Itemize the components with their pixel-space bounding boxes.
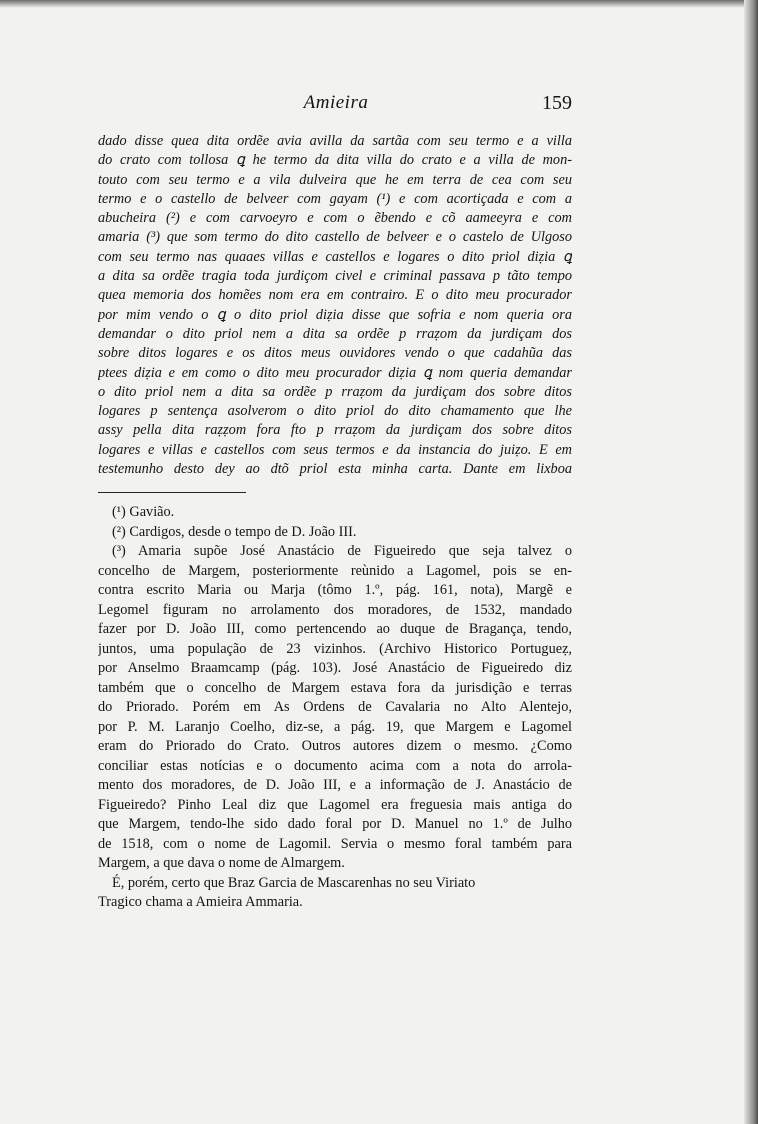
- charter-line: testemunho desto dey ao dtõ priol esta minha carta. Dante em lixboa: [98, 461, 572, 478]
- footnote-line: eram do Priorado do Crato. Outros autores dizem o mesmo. ¿Como: [98, 738, 572, 754]
- footnote-line: por P. M. Laranjo Coelho, diz-se, a pág. 19, que Margem e Lagomel: [98, 718, 572, 735]
- charter-line: assy pella dita raẓẓom fora fto p rraẓom da jurdiçam dos sobre ditos: [98, 422, 572, 439]
- footnote-line: do Priorado. Porém em As Ordens de Cavalaria no Alto Alentejo,: [98, 699, 572, 715]
- running-head: [100, 92, 572, 118]
- charter-line: demandar o dito priol nem a dita sa ordẽe p rraẓom da jurdiçam dos: [98, 325, 572, 342]
- footnote-line: por Anselmo Braamcamp (pág. 103). José Anastácio de Figueiredo diz: [98, 660, 572, 676]
- page-top-shadow: [0, 0, 758, 8]
- footnote-4: [98, 874, 572, 913]
- footnote-line: mento dos moradores, de D. João III, e a informação de J. Anastácio de: [98, 777, 572, 793]
- footnote-marker: (¹): [112, 504, 126, 520]
- charter-line: amaria (³) que som termo do dito castello de belveer e o castelo de Ulgoso: [98, 229, 572, 246]
- footnote-divider: [98, 492, 246, 493]
- charter-line: por mim vendo o ꝗ o dito priol diẓia disse que sofria e nom queria ora: [98, 306, 572, 323]
- charter-line: quea memoria dos homẽes nom era em contrairo. E o dito meu procurador: [98, 287, 572, 304]
- charter-line: ptees diẓia e em como o dito meu procurador diẓia ꝗ nom queria demandar: [98, 364, 572, 381]
- charter-line: logares e villas e castellos com seus termos e da instancia do juiẓo. E em: [98, 441, 572, 458]
- charter-line: abucheira (²) e com carvoeyro e com o ẽbendo e cõ aameeyra e com: [98, 210, 572, 227]
- footnote-line: Margem, a que dava o nome de Almargem.: [98, 855, 345, 871]
- footnote-line-text: Amaria supõe José Anastácio de Figueiredo que seja talvez o: [138, 543, 572, 559]
- footnote-2: [98, 523, 572, 543]
- footnote-line: de 1518, com o nome de Lagomil. Servia o mesmo foral também para: [98, 835, 572, 852]
- footnote-line: contra escrito Maria ou Marja (tômo 1.º, pág. 161, nota), Margẽ e: [98, 582, 572, 598]
- footnote-line: [98, 542, 572, 562]
- footnote-line: fazer por D. João III, como pertencendo ao duque de Bragança, tendo,: [98, 621, 572, 637]
- footnote-line: conciliar estas notícias e o documento acima com a nota do arrola-: [98, 757, 572, 774]
- footnote-3: [98, 542, 572, 874]
- charter-line: touto com seu termo e a vila dulveira que he em terra de cea com seu: [98, 171, 572, 188]
- footnote-line: também que o concelho de Margem estava fora da jurisdição e terras: [98, 679, 572, 696]
- footnotes: [98, 503, 572, 913]
- charter-line: a dita sa ordẽe tragia toda jurdiçom civel e criminal passava p tãto tempo: [98, 268, 572, 285]
- footnote-marker: (³): [112, 543, 126, 559]
- footnote-line: Figueiredo? Pinho Leal diz que Lagomel era freguesia mais antiga do: [98, 796, 572, 813]
- charter-line: termo e o castello de belveer com gayam (¹) e com acortiçada e com a: [98, 190, 572, 207]
- footnote-text: Gavião.: [129, 504, 175, 520]
- charter-line: do crato com tollosa ꝗ he termo da dita villa do crato e a villa de mon-: [98, 152, 572, 169]
- charter-line: com seu termo nas quaaes villas e castellos e logares o dito priol diẓia ꝗ: [98, 248, 572, 265]
- charter-transcription: [98, 132, 572, 479]
- charter-line: o dito priol nem a dita sa ordẽe p rraẓom da jurdiçam dos sobre ditos: [98, 383, 572, 400]
- page-edge-shadow: [744, 0, 758, 1124]
- charter-line: logares p sentença asolverom o dito priol do dito chamamento que lhe: [98, 403, 572, 420]
- footnote-line: concelho de Margem, posteriormente reùnido a Lagomel, pois se en-: [98, 562, 572, 579]
- footnote-line: Legomel figuram no arrolamento dos moradores, de 1532, mandado: [98, 601, 572, 618]
- footnote-marker: (²): [112, 523, 126, 540]
- footnote-1: [98, 503, 572, 523]
- running-title: Amieira: [303, 92, 369, 113]
- footnote-text: Cardigos, desde o tempo de D. João III.: [129, 523, 357, 540]
- footnote-line: que Margem, tendo-lhe sido dado foral por D. Manuel no 1.º de Julho: [98, 816, 572, 832]
- footnote-line: Tragico chama a Amieira Ammaria.: [98, 894, 303, 910]
- charter-line: sobre ditos logares e os ditos meus ouvidores vendo o que cadahũa das: [98, 345, 572, 362]
- footnote-line: É, porém, certo que Braz Garcia de Mascarenhas no seu Viriato: [112, 874, 476, 891]
- page-number: 159: [542, 92, 572, 114]
- charter-line: dado disse quea dita ordẽe avia avilla da sartãa com seu termo e a villa: [98, 133, 572, 149]
- footnote-line: juntos, uma população de 23 vizinhos. (Archivo Historico Portugueẓ,: [98, 640, 572, 657]
